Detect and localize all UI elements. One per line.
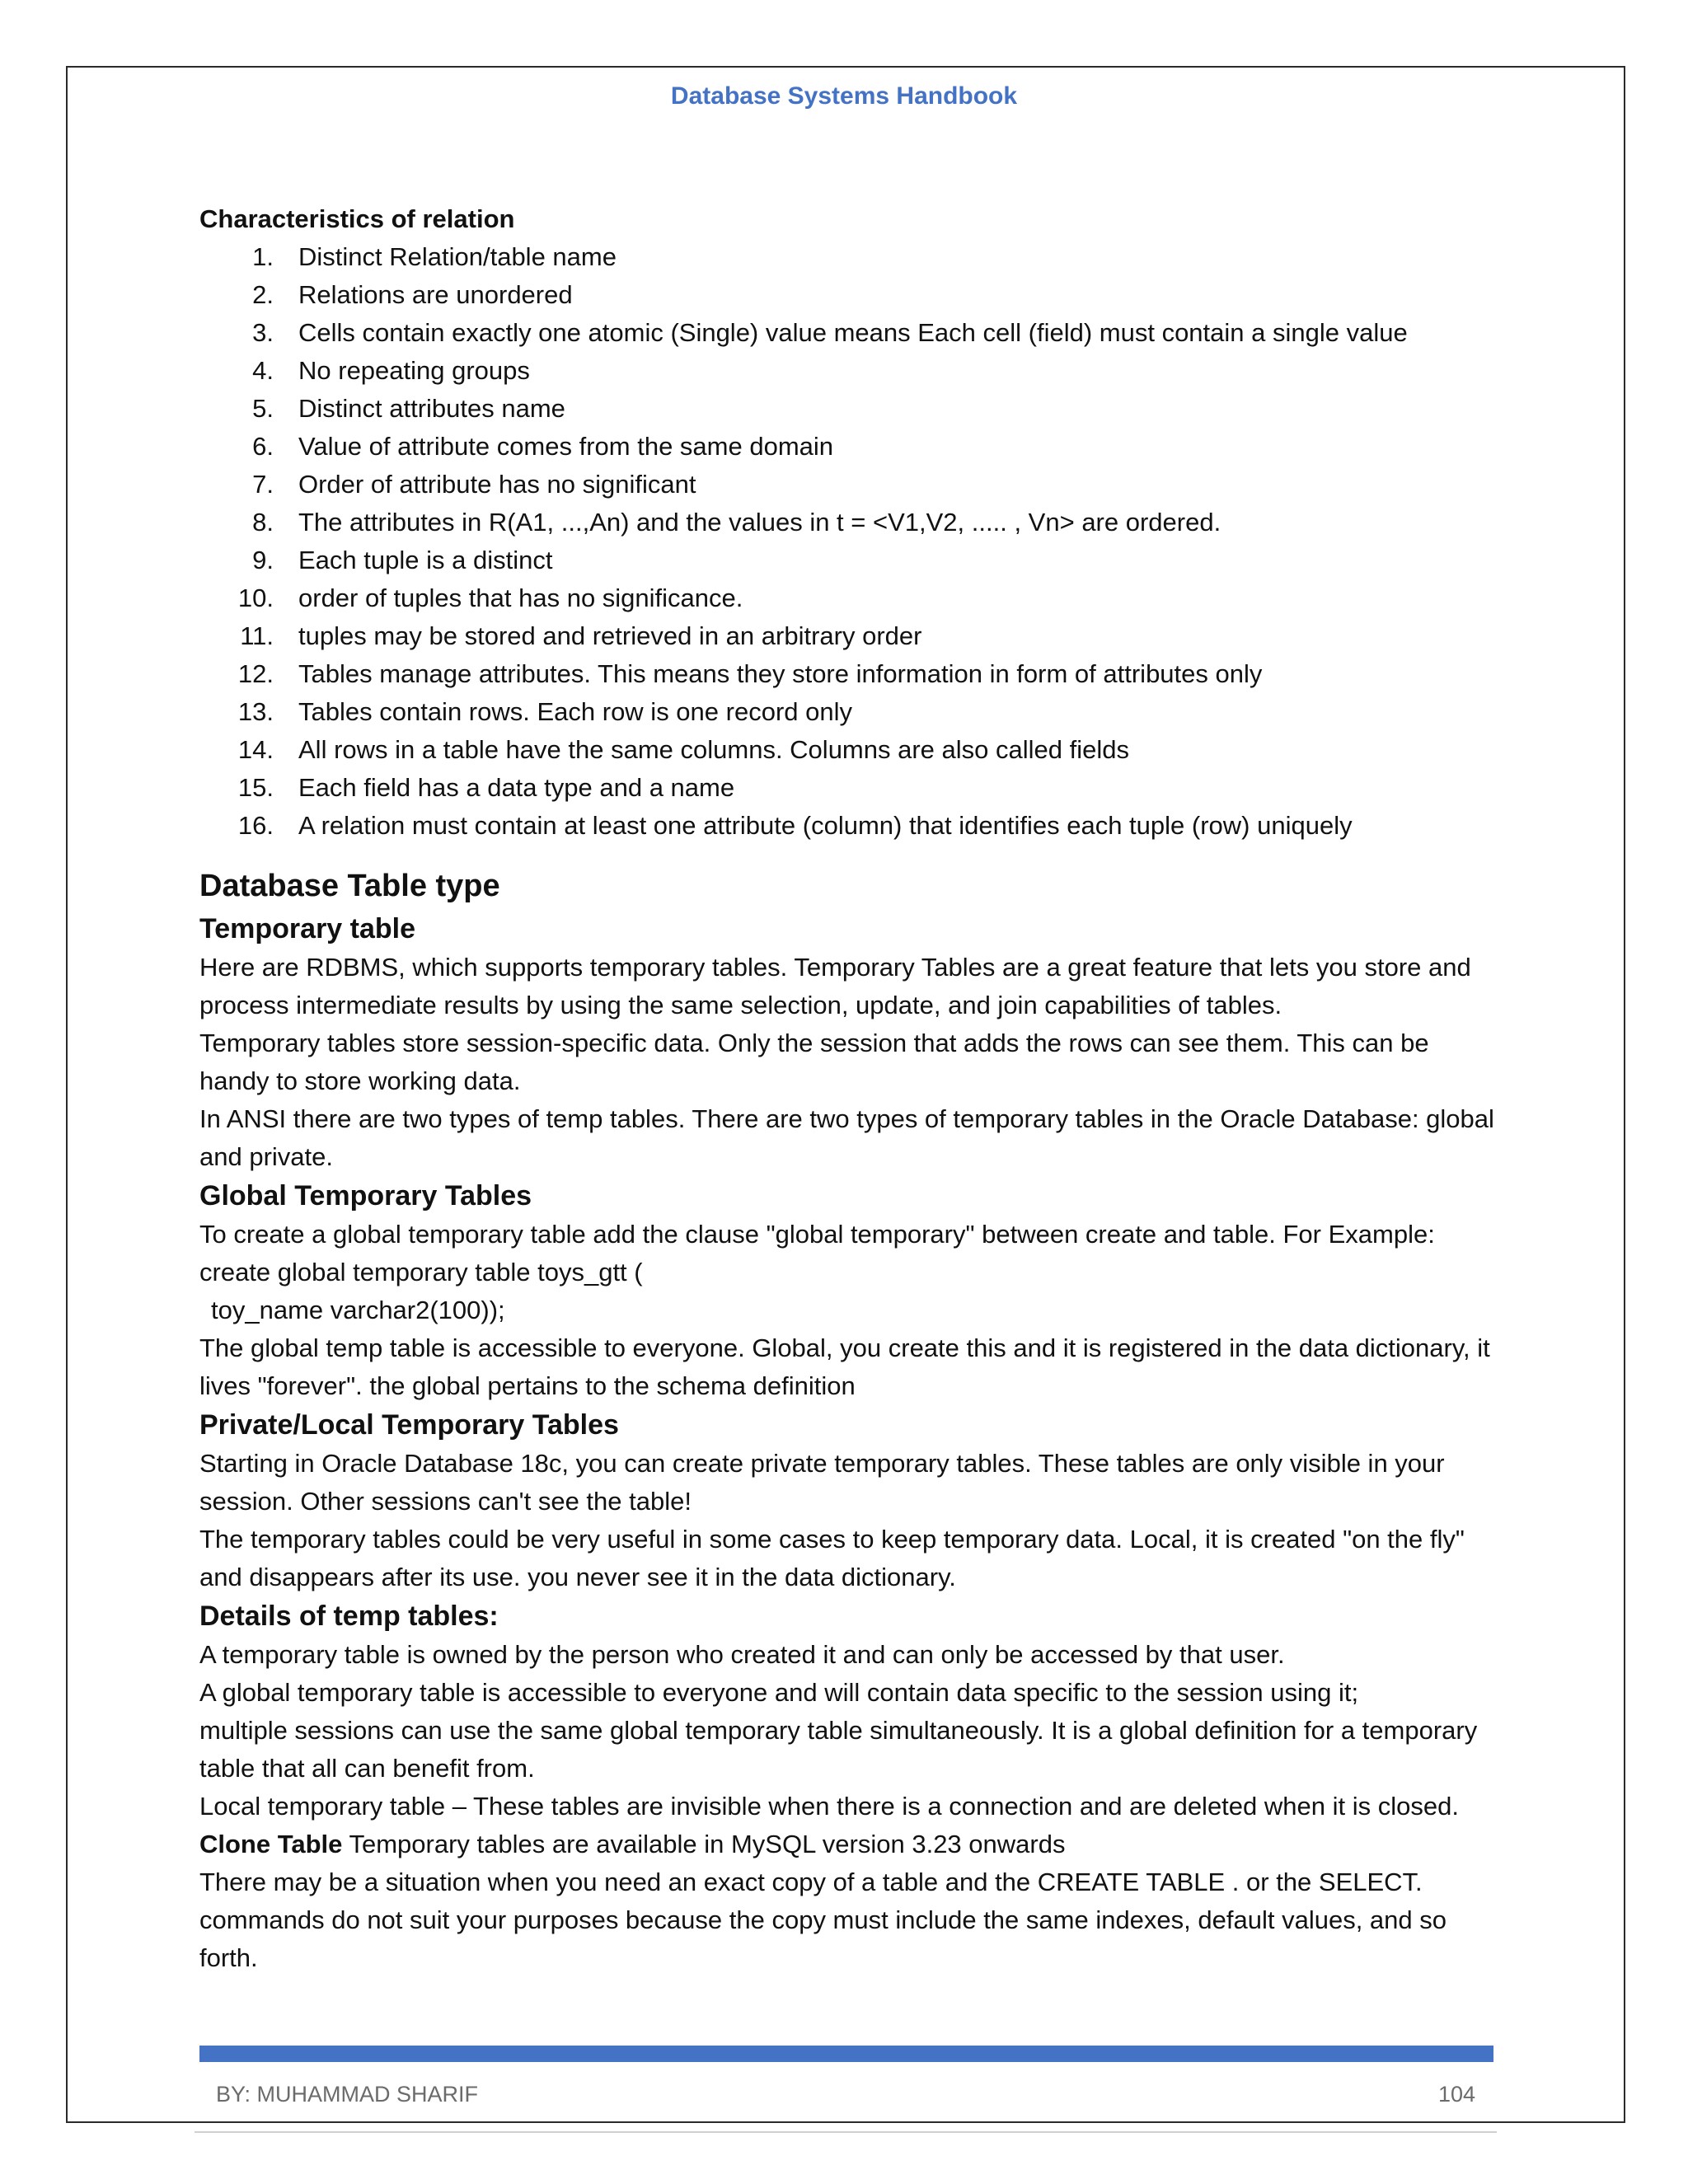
clone-table-label: Clone Table: [199, 1830, 343, 1858]
list-item-number: 1.: [252, 242, 274, 271]
code-line: create global temporary table toys_gtt (: [199, 1258, 643, 1286]
page-number: 104: [1437, 2082, 1475, 2107]
paragraph: Starting in Oracle Database 18c, you can create private temporary tables. These tables are only visible in your session. Other sessions can't see the table!: [199, 1449, 1445, 1516]
footer-author: BY: MUHAMMAD SHARIF: [216, 2082, 479, 2107]
paragraph: In ANSI there are two types of temp tables. There are two types of temporary tables in the Oracle Database: global and private.: [199, 1104, 1494, 1171]
list-item-number: 11.: [240, 621, 274, 650]
list-item-number: 4.: [252, 356, 274, 385]
list-item-number: 14.: [237, 735, 274, 764]
list-item-text: Tables contain rows. Each row is one record only: [298, 697, 852, 726]
paragraph: multiple sessions can use the same global temporary table simultaneously. It is a global definition for a temporary table that all can benefit from.: [199, 1716, 1478, 1783]
list-item: [199, 504, 1502, 541]
list-item-text: Each tuple is a distinct: [298, 546, 553, 574]
list-item-text: Distinct attributes name: [298, 394, 565, 423]
clone-table-text: Temporary tables are available in MySQL version 3.23 onwards: [342, 1830, 1066, 1858]
list-item-text: Order of attribute has no significant: [298, 470, 696, 499]
list-item-number: 12.: [237, 659, 274, 688]
list-item: [199, 617, 1502, 655]
list-item: [199, 579, 1502, 617]
list-item-text: Each field has a data type and a name: [298, 773, 735, 802]
global-temp-heading: Global Temporary Tables: [199, 1180, 532, 1212]
paragraph: There may be a situation when you need an exact copy of a table and the CREATE TABLE . or the SELECT. commands do not suit your purposes because the copy must include the same indexes, default values, and so forth.: [199, 1868, 1447, 1972]
list-item-text: tuples may be stored and retrieved in an arbitrary order: [298, 621, 922, 650]
paragraph: Here are RDBMS, which supports temporary tables. Temporary Tables are a great feature that lets you store and process intermediate results by using the same selection, update, and join capabilities of tables.: [199, 953, 1471, 1019]
list-item: [199, 693, 1502, 731]
list-item: [199, 314, 1502, 352]
list-item: [199, 655, 1502, 693]
characteristics-list: [199, 238, 1502, 845]
paragraph: The temporary tables could be very useful in some cases to keep temporary data. Local, it is created "on the fly" and disappears after its use. you never see it in the data dictionary.: [199, 1525, 1465, 1591]
list-item: [199, 466, 1502, 504]
list-item-text: Cells contain exactly one atomic (Single) value means Each cell (field) must contain a single value: [298, 318, 1408, 347]
list-item-text: The attributes in R(A1, ...,An) and the values in t = <V1,V2, ..... , Vn> are ordered.: [298, 508, 1221, 537]
list-item-text: Value of attribute comes from the same domain: [298, 432, 834, 461]
running-header: Database Systems Handbook: [670, 82, 1018, 110]
list-item: [199, 769, 1502, 807]
private-temp-heading: Private/Local Temporary Tables: [199, 1409, 619, 1441]
temporary-table-heading: Temporary table: [199, 913, 416, 944]
list-item-number: 16.: [237, 811, 274, 840]
list-item-number: 3.: [252, 318, 274, 347]
details-heading: Details of temp tables:: [199, 1601, 499, 1632]
list-item: [199, 541, 1502, 579]
list-item-number: 15.: [237, 773, 274, 802]
paragraph: Local temporary table – These tables are invisible when there is a connection and are deleted when it is closed.: [199, 1792, 1459, 1821]
list-item: [199, 390, 1502, 428]
paragraph: To create a global temporary table add the clause "global temporary" between create and table. For Example:: [199, 1220, 1435, 1249]
list-item-number: 5.: [252, 394, 274, 423]
paragraph: A global temporary table is accessible to everyone and will contain data specific to the session using it;: [199, 1678, 1359, 1707]
code-line: toy_name varchar2(100));: [211, 1296, 505, 1324]
list-item-text: order of tuples that has no significance.: [298, 583, 743, 612]
list-item-number: 7.: [252, 470, 274, 499]
list-item: [199, 807, 1502, 845]
list-item-number: 10.: [237, 583, 274, 612]
list-item-number: 9.: [252, 546, 274, 574]
list-item-text: Relations are unordered: [298, 280, 573, 309]
footer-bar: [199, 2046, 1493, 2062]
list-item-number: 13.: [237, 697, 274, 726]
list-item-number: 2.: [252, 280, 274, 309]
paragraph: The global temp table is accessible to everyone. Global, you create this and it is registered in the data dictionary, it lives "forever". the global pertains to the schema definition: [199, 1333, 1490, 1400]
page-content: [199, 200, 1502, 1977]
list-item: [199, 238, 1502, 276]
list-item: [199, 352, 1502, 390]
list-item-text: A relation must contain at least one attribute (column) that identifies each tuple (row) uniquely: [298, 811, 1353, 840]
list-item-number: 6.: [252, 432, 274, 461]
list-item-text: Tables manage attributes. This means they store information in form of attributes only: [298, 659, 1263, 688]
list-item-text: No repeating groups: [298, 356, 530, 385]
list-item-text: Distinct Relation/table name: [298, 242, 617, 271]
list-item-text: All rows in a table have the same columns. Columns are also called fields: [298, 735, 1129, 764]
clone-table-paragraph: [199, 1825, 1502, 1863]
list-item: [199, 276, 1502, 314]
list-item: [199, 731, 1502, 769]
table-type-heading: Database Table type: [199, 869, 500, 903]
bottom-rule: [195, 2131, 1497, 2133]
list-item-number: 8.: [252, 508, 274, 537]
characteristics-heading: Characteristics of relation: [199, 204, 515, 233]
paragraph: A temporary table is owned by the person who created it and can only be accessed by that user.: [199, 1640, 1285, 1669]
paragraph: Temporary tables store session-specific data. Only the session that adds the rows can see them. This can be handy to store working data.: [199, 1029, 1429, 1095]
list-item: [199, 428, 1502, 466]
